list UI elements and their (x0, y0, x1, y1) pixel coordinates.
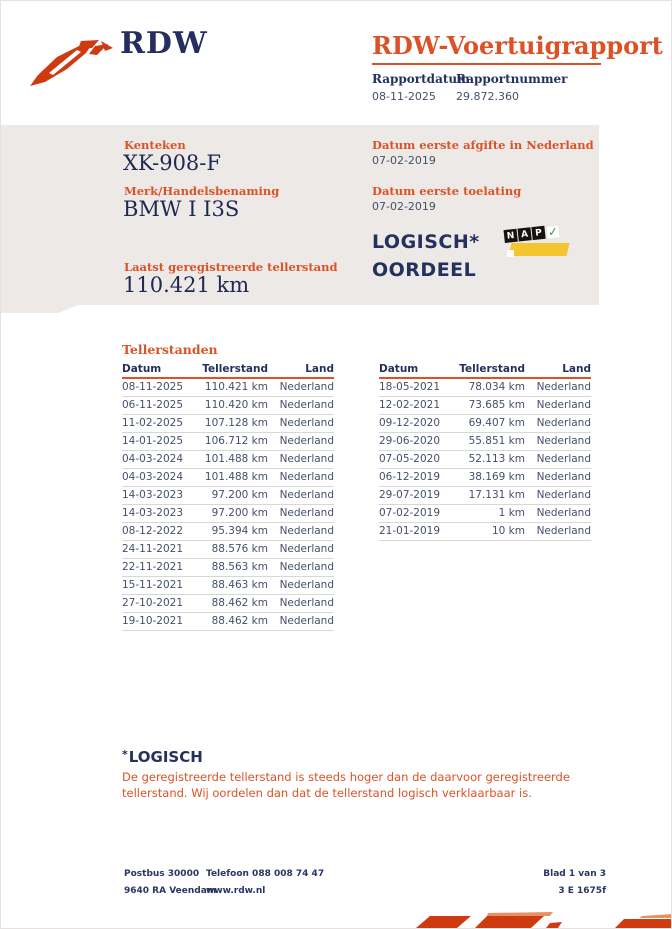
odometer-cell: 107.128 km (198, 414, 268, 432)
country-cell: Nederland (268, 576, 334, 594)
footer-page-number: Blad 1 van 3 (543, 869, 606, 879)
date-cell: 14-03-2023 (122, 504, 198, 522)
table-row (122, 468, 334, 486)
table-row (122, 378, 334, 396)
date-cell: 04-03-2024 (122, 468, 198, 486)
country-cell: Nederland (268, 414, 334, 432)
odometer-cell: 17.131 km (455, 486, 525, 504)
date-cell: 07-02-2019 (379, 504, 455, 522)
title-rule (372, 63, 601, 65)
table-row (122, 522, 334, 540)
nap-letter-n: N (504, 229, 518, 243)
table-row (122, 540, 334, 558)
odometer-cell: 88.462 km (198, 594, 268, 612)
date-cell: 06-12-2019 (379, 468, 455, 486)
bottom-stripes-decoration (1, 910, 672, 928)
footer-address-line2: 9640 RA Veendam (124, 886, 217, 896)
table-header-row (379, 360, 591, 378)
table-row (122, 504, 334, 522)
date-cell: 07-05-2020 (379, 450, 455, 468)
date-cell: 29-07-2019 (379, 486, 455, 504)
table-row (122, 486, 334, 504)
tellerstanden-table-right (379, 360, 591, 541)
odometer-cell: 95.394 km (198, 522, 268, 540)
report-number-label: Rapportnummer (456, 72, 568, 86)
country-cell: Nederland (268, 378, 334, 396)
date-cell: 14-01-2025 (122, 432, 198, 450)
table-row (379, 522, 591, 540)
table-row (379, 486, 591, 504)
laatste-tellerstand-value: 110.421 km (123, 273, 250, 297)
country-cell: Nederland (268, 468, 334, 486)
nap-logo (504, 226, 570, 262)
country-cell: Nederland (268, 450, 334, 468)
table-row (122, 450, 334, 468)
country-cell: Nederland (268, 540, 334, 558)
country-cell: Nederland (525, 468, 591, 486)
odometer-cell: 88.563 km (198, 558, 268, 576)
date-cell: 11-02-2025 (122, 414, 198, 432)
table-row (122, 414, 334, 432)
table-row (122, 396, 334, 414)
nap-letter-a: A (517, 227, 531, 241)
table-row (122, 594, 334, 612)
table-row (379, 450, 591, 468)
odometer-cell: 101.488 km (198, 468, 268, 486)
country-cell: Nederland (268, 486, 334, 504)
date-cell: 08-12-2022 (122, 522, 198, 540)
table-row (379, 378, 591, 396)
footer-form-code: 3 E 1675f (558, 886, 606, 896)
nap-letter-boxes (504, 224, 561, 244)
date-cell: 21-01-2019 (379, 522, 455, 540)
odometer-cell: 10 km (455, 522, 525, 540)
date-cell: 29-06-2020 (379, 432, 455, 450)
country-cell: Nederland (525, 414, 591, 432)
odometer-cell: 38.169 km (455, 468, 525, 486)
date-cell: 12-02-2021 (379, 396, 455, 414)
country-cell: Nederland (525, 450, 591, 468)
logisch-heading-text: LOGISCH (128, 748, 203, 766)
asterisk: * (122, 748, 128, 761)
toelating-value: 07-02-2019 (372, 200, 436, 213)
date-cell: 27-10-2021 (122, 594, 198, 612)
odometer-cell: 106.712 km (198, 432, 268, 450)
odometer-cell: 88.463 km (198, 576, 268, 594)
kenteken-value: XK-908-F (123, 151, 221, 175)
table-row (122, 558, 334, 576)
country-cell: Nederland (268, 612, 334, 630)
merk-value: BMW I I3S (123, 197, 240, 221)
odometer-cell: 101.488 km (198, 450, 268, 468)
odometer-cell: 97.200 km (198, 504, 268, 522)
country-cell: Nederland (525, 378, 591, 396)
odometer-cell: 1 km (455, 504, 525, 522)
nap-check-icon: ✓ (547, 224, 559, 240)
odometer-cell: 88.576 km (198, 540, 268, 558)
table-row (379, 432, 591, 450)
col-land: Land (525, 360, 591, 378)
oordeel-verdict (372, 228, 480, 284)
afgifte-label: Datum eerste afgifte in Nederland (372, 138, 594, 152)
col-land: Land (268, 360, 334, 378)
country-cell: Nederland (268, 432, 334, 450)
footer-address-line1: Postbus 30000 (124, 869, 200, 879)
toelating-label: Datum eerste toelating (372, 184, 522, 198)
country-cell: Nederland (268, 522, 334, 540)
kenteken-label: Kenteken (124, 138, 186, 152)
col-tellerstand: Tellerstand (455, 360, 525, 378)
table-row (379, 504, 591, 522)
nap-letter-p: P (531, 226, 545, 240)
country-cell: Nederland (268, 558, 334, 576)
date-cell: 09-12-2020 (379, 414, 455, 432)
odometer-cell: 110.420 km (198, 396, 268, 414)
date-cell: 22-11-2021 (122, 558, 198, 576)
country-cell: Nederland (525, 432, 591, 450)
country-cell: Nederland (525, 504, 591, 522)
odometer-cell: 110.421 km (198, 378, 268, 396)
report-number-value: 29.872.360 (456, 90, 519, 103)
vehicle-summary-panel (1, 125, 599, 313)
country-cell: Nederland (525, 486, 591, 504)
table-header-row (122, 360, 334, 378)
laatste-tellerstand-label: Laatst geregistreerde tellerstand (124, 260, 338, 274)
country-cell: Nederland (525, 522, 591, 540)
country-cell: Nederland (268, 396, 334, 414)
tellerstanden-title: Tellerstanden (122, 342, 218, 357)
odometer-cell: 97.200 km (198, 486, 268, 504)
date-cell: 24-11-2021 (122, 540, 198, 558)
date-cell: 06-11-2025 (122, 396, 198, 414)
table-row (122, 612, 334, 630)
tellerstanden-table-left (122, 360, 334, 631)
page-title: RDW-Voertuigrapport (372, 31, 663, 60)
col-datum: Datum (122, 360, 198, 378)
logisch-explanation: De geregistreerde tellerstand is steeds hoger dan de daarvoor geregistreerde tellerstand. Wij oordelen dan dat de tellerstand logisch verklaarbaar is. (122, 770, 570, 800)
odometer-cell: 88.462 km (198, 612, 268, 630)
merk-label: Merk/Handelsbenaming (124, 184, 280, 198)
report-date-value: 08-11-2025 (372, 90, 436, 103)
date-cell: 15-11-2021 (122, 576, 198, 594)
country-cell: Nederland (525, 396, 591, 414)
date-cell: 18-05-2021 (379, 378, 455, 396)
footer-website: www.rdw.nl (206, 886, 266, 896)
table-row (122, 432, 334, 450)
report-date-label: Rapportdatum (372, 72, 470, 86)
nap-yellow-bar (508, 243, 569, 256)
col-datum: Datum (379, 360, 455, 378)
odometer-cell: 55.851 km (455, 432, 525, 450)
country-cell: Nederland (268, 504, 334, 522)
date-cell: 08-11-2025 (122, 378, 198, 396)
logisch-heading (122, 748, 203, 766)
col-tellerstand: Tellerstand (198, 360, 268, 378)
footer-phone: Telefoon 088 008 74 47 (206, 869, 325, 879)
afgifte-value: 07-02-2019 (372, 154, 436, 167)
date-cell: 04-03-2024 (122, 450, 198, 468)
oordeel-line2: OORDEEL (372, 259, 477, 281)
table-row (379, 468, 591, 486)
odometer-cell: 52.113 km (455, 450, 525, 468)
odometer-cell: 78.034 km (455, 378, 525, 396)
date-cell: 14-03-2023 (122, 486, 198, 504)
rdw-flame-icon (29, 40, 115, 87)
rdw-wordmark: RDW (120, 26, 208, 61)
odometer-cell: 69.407 km (455, 414, 525, 432)
oordeel-line1: LOGISCH* (372, 231, 480, 253)
table-row (379, 396, 591, 414)
nap-notch (507, 250, 514, 257)
date-cell: 19-10-2021 (122, 612, 198, 630)
odometer-cell: 73.685 km (455, 396, 525, 414)
table-row (379, 414, 591, 432)
table-row (122, 576, 334, 594)
country-cell: Nederland (268, 594, 334, 612)
